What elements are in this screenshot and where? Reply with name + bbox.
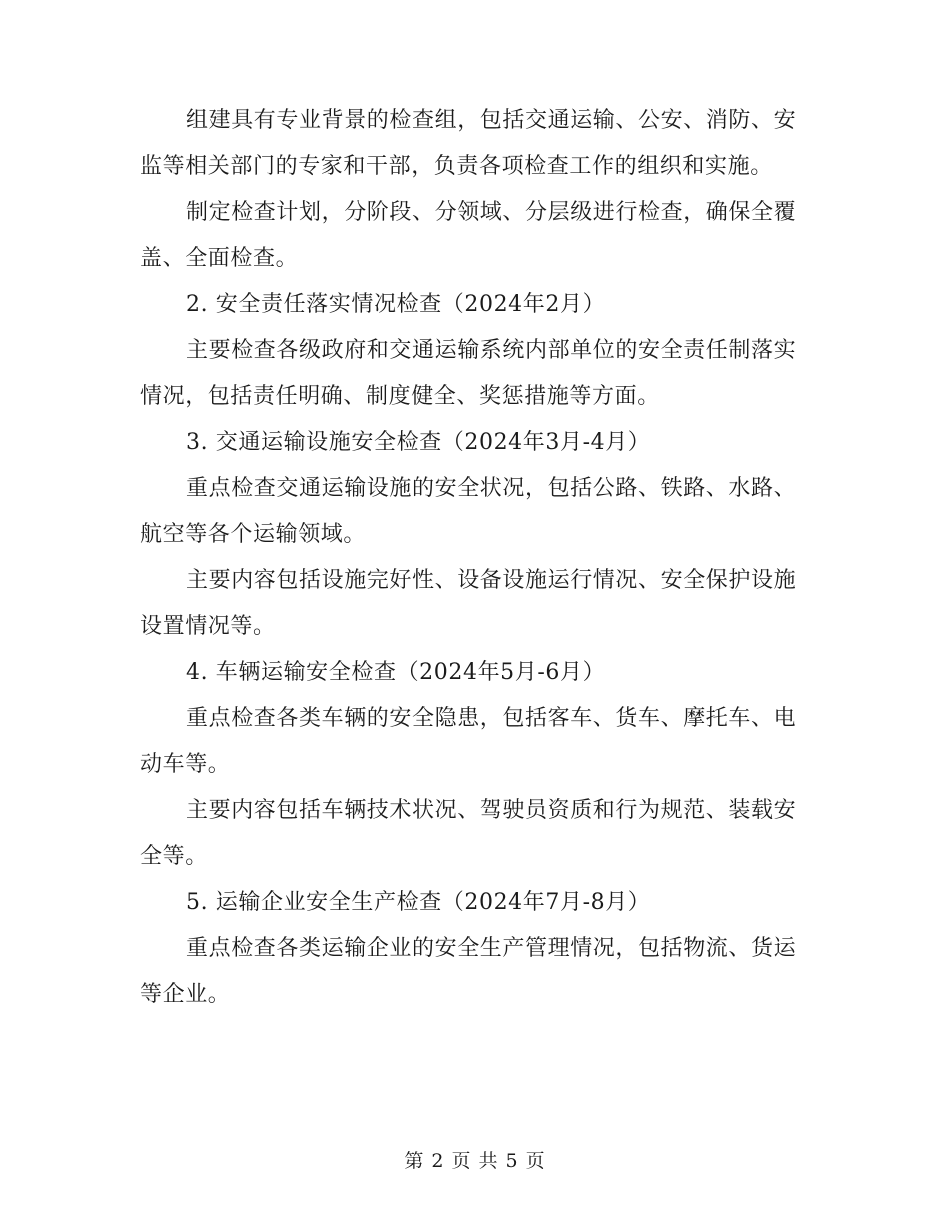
paragraph-vehicle-content: 主要内容包括车辆技术状况、驾驶员资质和行为规范、装载安全等。 — [140, 798, 797, 869]
section-heading-4: 4. 车辆运输安全检查（2024年5月-6月） — [186, 660, 606, 685]
paragraph-inspection-team: 组建具有专业背景的检查组，包括交通运输、公安、消防、安监等相关部门的专家和干部，负责各项检查工作的组织和实施。 — [140, 108, 797, 179]
section-heading-5: 5. 运输企业安全生产检查（2024年7月-8月） — [186, 890, 651, 915]
paragraph-inspection-plan: 制定检查计划，分阶段、分领域、分层级进行检查，确保全覆盖、全面检查。 — [140, 200, 797, 271]
paragraph-enterprise-safety: 重点检查各类运输企业的安全生产管理情况，包括物流、货运等企业。 — [140, 936, 797, 1007]
page-number-footer: 第 2 页 共 5 页 — [404, 1150, 546, 1172]
paragraph-responsibility: 主要检查各级政府和交通运输系统内部单位的安全责任制落实情况，包括责任明确、制度健全、奖惩措施等方面。 — [140, 338, 797, 409]
paragraph-facility-content: 主要内容包括设施完好性、设备设施运行情况、安全保护设施设置情况等。 — [140, 568, 797, 639]
section-heading-2: 2. 安全责任落实情况检查（2024年2月） — [186, 292, 606, 317]
document-body — [140, 98, 805, 1018]
section-heading-3: 3. 交通运输设施安全检查（2024年3月-4月） — [186, 430, 651, 455]
paragraph-facility-status: 重点检查交通运输设施的安全状况，包括公路、铁路、水路、航空等各个运输领域。 — [140, 476, 797, 547]
paragraph-vehicle-hazards: 重点检查各类车辆的安全隐患，包括客车、货车、摩托车、电动车等。 — [140, 706, 797, 777]
